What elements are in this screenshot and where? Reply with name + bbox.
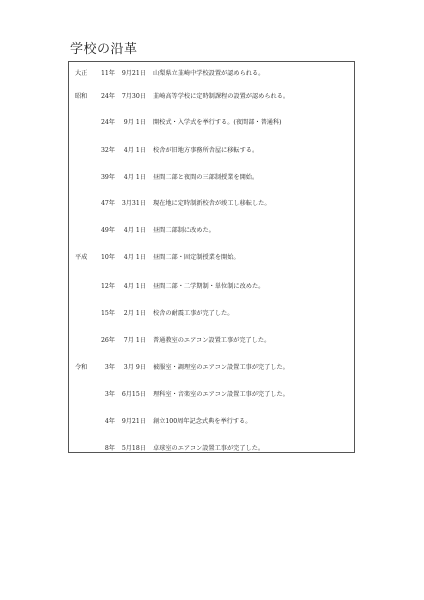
history-year: 24年	[100, 119, 115, 126]
history-year: 47年	[100, 200, 115, 207]
history-event: 現在地に定時制新校舎が竣工し移転した。	[153, 200, 271, 207]
history-event: 被服室・調理室のエアコン設置工事が完了した。	[153, 364, 289, 371]
history-row	[69, 198, 354, 210]
history-date: 3月 9日	[123, 364, 146, 371]
history-year: 3年	[104, 391, 115, 398]
history-row	[69, 308, 354, 320]
history-event: 創立100周年記念式典を挙行する。	[153, 418, 252, 425]
history-row	[69, 362, 354, 374]
history-date: 4月 1日	[123, 147, 146, 154]
history-row	[69, 225, 354, 237]
history-date: 5月18日	[121, 445, 146, 452]
history-row	[69, 91, 354, 103]
history-row	[69, 416, 354, 428]
history-date: 4月 1日	[123, 283, 146, 290]
history-event: 卓球室のエアコン設置工事が完了した。	[153, 445, 265, 452]
history-year: 12年	[100, 283, 115, 290]
history-date: 9月21日	[121, 418, 146, 425]
history-date: 4月 1日	[123, 227, 146, 234]
history-year: 32年	[100, 147, 115, 154]
history-event: 山梨県立韮崎中学校設置が認められる。	[153, 70, 265, 77]
history-year: 24年	[100, 93, 115, 100]
history-row	[69, 252, 354, 264]
history-event: 韮崎高等学校に定時制課程の設置が認められる。	[153, 93, 290, 100]
history-era: 大正	[75, 70, 88, 77]
history-date: 7月 1日	[123, 337, 146, 344]
history-event: 昼間二部・二学期制・単位制に改めた。	[153, 283, 265, 290]
history-year: 39年	[100, 174, 115, 181]
history-event: 校舎が旧地方事務所舎屋に移転する。	[153, 147, 259, 154]
history-event: 昼間二部制に改めた。	[153, 227, 215, 234]
history-year: 3年	[104, 364, 115, 371]
page-title: 学校の沿革	[70, 42, 138, 57]
history-table	[68, 61, 355, 453]
history-date: 3月31日	[121, 200, 146, 207]
history-row	[69, 389, 354, 401]
history-date: 4月 1日	[123, 174, 146, 181]
history-event: 普通教室のエアコン設置工事が完了した。	[153, 337, 271, 344]
history-year: 10年	[100, 254, 115, 261]
history-event: 昼間二部・固定制授業を開始。	[153, 254, 240, 261]
history-row	[69, 117, 354, 129]
history-year: 4年	[104, 418, 115, 425]
history-row	[69, 281, 354, 293]
history-date: 7月30日	[121, 93, 146, 100]
history-era: 昭和	[75, 93, 88, 100]
history-row	[69, 335, 354, 347]
history-event: 開校式・入学式を挙行する。(夜間部・普通科)	[153, 119, 282, 126]
history-row	[69, 443, 354, 455]
history-year: 49年	[100, 227, 115, 234]
history-row	[69, 145, 354, 157]
history-date: 4月 1日	[123, 254, 146, 261]
history-date: 6月15日	[121, 391, 146, 398]
history-date: 9月21日	[121, 70, 146, 77]
history-year: 15年	[100, 310, 115, 317]
history-era: 平成	[75, 254, 88, 261]
history-event: 校舎の耐震工事が完了した。	[153, 310, 234, 317]
history-event: 昼間二部と夜間の三部制授業を開始。	[153, 174, 259, 181]
history-date: 2月 1日	[123, 310, 146, 317]
history-era: 令和	[75, 364, 88, 371]
history-year: 11年	[100, 70, 115, 77]
history-date: 9月 1日	[123, 119, 146, 126]
history-year: 8年	[104, 445, 115, 452]
history-row	[69, 68, 354, 80]
history-year: 26年	[100, 337, 115, 344]
history-row	[69, 172, 354, 184]
history-event: 理科室・音楽室のエアコン設置工事が完了した。	[153, 391, 289, 398]
